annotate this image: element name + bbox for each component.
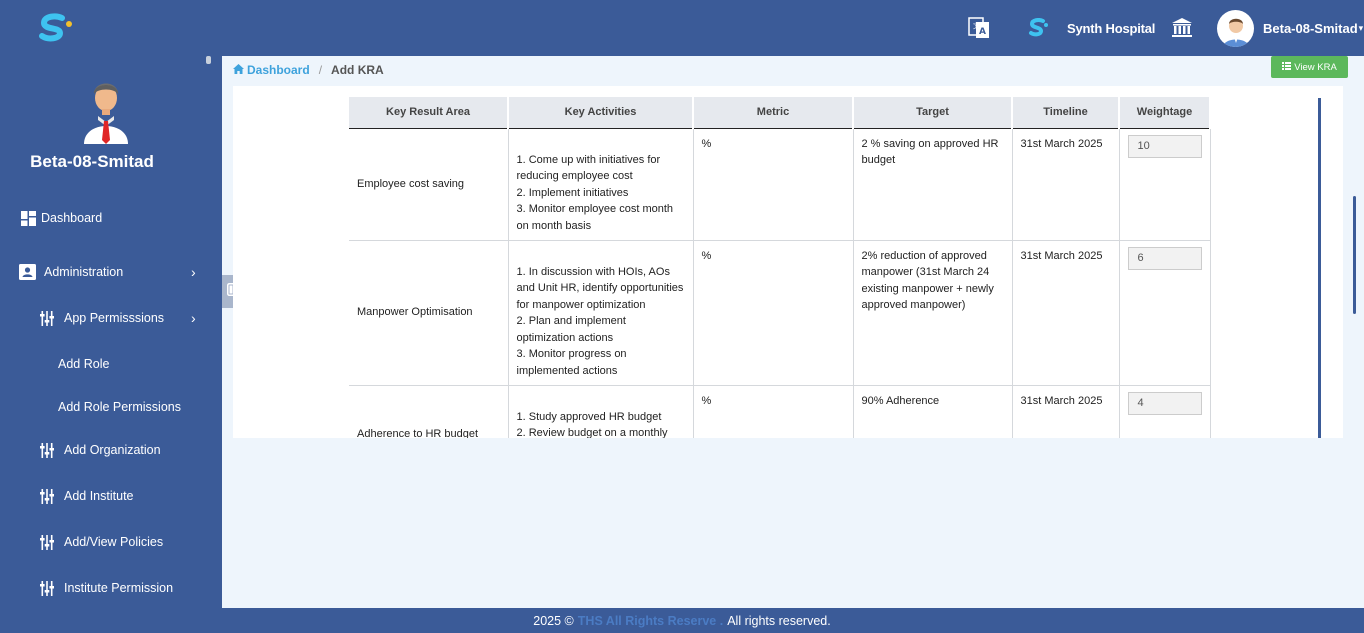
weightage-input[interactable]: 10	[1128, 135, 1202, 158]
activities-cell	[508, 385, 693, 438]
activity-line: 2. Review budget on a monthly	[516, 427, 668, 438]
activity-line: reducing employee cost	[516, 170, 633, 182]
view-kra-label: View KRA	[1294, 61, 1337, 73]
list-icon	[1282, 62, 1291, 73]
home-icon	[233, 63, 244, 77]
id-card-icon	[18, 263, 36, 281]
institution-icon[interactable]	[1170, 0, 1194, 56]
target-line: budget	[861, 154, 896, 166]
sidebar-item-label: App Permisssions	[64, 311, 165, 325]
metric-cell: %	[693, 240, 853, 385]
footer-year: 2025 ©	[533, 613, 574, 628]
column-header: Key Result Area	[349, 97, 508, 128]
activities-cell	[508, 240, 693, 385]
table-header-row	[349, 97, 1210, 128]
synth-logo-icon	[1028, 0, 1050, 56]
user-avatar[interactable]	[1217, 0, 1254, 56]
footer-brand: THS All Rights Reserve .	[577, 613, 724, 628]
target-cell	[853, 128, 1012, 240]
page-scrollbar[interactable]	[1353, 196, 1356, 314]
weightage-input[interactable]: 4	[1128, 392, 1202, 415]
sliders-icon	[38, 487, 56, 505]
activity-line: 3. Monitor progress on	[516, 348, 627, 360]
sidebar	[0, 56, 222, 608]
column-header: Timeline	[1012, 97, 1119, 128]
table-scrollbar[interactable]	[1318, 98, 1321, 438]
language-icon[interactable]	[966, 0, 992, 56]
table-row	[349, 385, 1210, 438]
sidebar-item-label: Add/View Policies	[64, 535, 164, 549]
breadcrumb	[233, 63, 384, 77]
activity-line: 3. Monitor employee cost month	[516, 203, 674, 215]
footer	[0, 608, 1364, 633]
activity-line: implemented actions	[516, 364, 618, 377]
top-navbar	[0, 0, 1364, 56]
timeline-cell: 31st March 2025	[1012, 128, 1119, 240]
view-kra-button[interactable]	[1271, 56, 1348, 78]
activity-line: on month basis	[516, 219, 592, 232]
sidebar-item-label: Administration	[44, 265, 124, 279]
sidebar-item-label: Add Role Permissions	[58, 400, 181, 414]
sidebar-item-label: Add Institute	[64, 489, 134, 503]
column-header: Metric	[693, 97, 853, 128]
target-line: 2% reduction of approved	[861, 249, 987, 262]
breadcrumb-home[interactable]	[233, 63, 310, 77]
kra-table	[349, 97, 1211, 438]
sidebar-item-add-organization[interactable]	[0, 435, 222, 465]
sidebar-scrollbar[interactable]	[206, 56, 211, 64]
target-line: existing manpower + newly	[861, 282, 994, 295]
chevron-right-icon: ›	[191, 310, 196, 326]
target-line: 2 % saving on approved HR	[861, 137, 999, 150]
breadcrumb-current: Add KRA	[331, 63, 384, 77]
chevron-right-icon: ›	[191, 264, 196, 280]
activity-line: 1. In discussion with HOIs, AOs	[516, 265, 670, 278]
breadcrumb-home-label: Dashboard	[247, 63, 310, 77]
sidebar-item-label: Dashboard	[41, 211, 103, 225]
table-row	[349, 128, 1210, 240]
target-cell	[853, 385, 1012, 438]
sidebar-item-add-role-permissions[interactable]	[0, 392, 222, 422]
dashboard-icon	[19, 209, 37, 227]
sidebar-item-add-institute[interactable]	[0, 481, 222, 511]
sliders-icon	[38, 579, 56, 597]
target-line: manpower (31st March 24	[861, 266, 990, 278]
activity-line: 2. Plan and implement	[516, 315, 626, 327]
activities-cell	[508, 128, 693, 240]
sidebar-item-institute-permission[interactable]	[0, 573, 222, 603]
user-menu[interactable]	[1263, 0, 1363, 56]
svg-text:A: A	[979, 27, 986, 37]
sliders-icon	[38, 441, 56, 459]
sidebar-item-add-view-policies[interactable]	[0, 527, 222, 557]
sidebar-item-label: Add Organization	[64, 443, 161, 457]
activity-line: 1. Study approved HR budget	[516, 410, 662, 423]
sliders-icon	[38, 309, 56, 327]
activity-line: 1. Come up with initiatives for	[516, 153, 661, 166]
weightage-cell	[1119, 128, 1210, 240]
activity-line: optimization actions	[516, 331, 614, 344]
app-logo[interactable]	[38, 12, 78, 46]
metric-cell: %	[693, 385, 853, 438]
weightage-cell	[1119, 385, 1210, 438]
profile-name: Beta-08-Smitad	[30, 152, 154, 171]
sidebar-item-administration[interactable]	[0, 257, 222, 287]
column-header: Weightage	[1119, 97, 1210, 128]
user-name: Beta-08-Smitad	[1263, 20, 1358, 36]
sidebar-item-label: Institute Permission	[64, 581, 174, 595]
target-line: 90% Adherence	[861, 394, 940, 407]
timeline-cell: 31st March 2025	[1012, 240, 1119, 385]
profile-avatar	[80, 76, 132, 144]
target-cell	[853, 240, 1012, 385]
column-header: Target	[853, 97, 1012, 128]
hospital-name: Synth Hospital	[1067, 20, 1156, 36]
timeline-cell: 31st March 2025	[1012, 385, 1119, 438]
target-line: approved manpower)	[861, 299, 966, 311]
activity-line: 2. Implement initiatives	[516, 186, 629, 199]
weightage-cell	[1119, 240, 1210, 385]
footer-rights: All rights reserved.	[727, 613, 831, 628]
svg-text:文: 文	[973, 22, 980, 30]
kra-cell: Employee cost saving	[349, 128, 508, 240]
breadcrumb-separator: /	[318, 63, 323, 77]
kra-cell: Manpower Optimisation	[349, 240, 508, 385]
caret-down-icon: ▾	[1358, 22, 1364, 33]
sidebar-item-add-role[interactable]	[0, 349, 222, 379]
kra-panel	[233, 86, 1343, 438]
sidebar-item-label: Add Role	[58, 357, 110, 371]
sidebar-item-app-permissions[interactable]	[0, 303, 222, 333]
weightage-input[interactable]: 6	[1128, 247, 1202, 270]
kra-cell: Adherence to HR budget	[349, 385, 508, 438]
table-row	[349, 240, 1210, 385]
sliders-icon	[38, 533, 56, 551]
activity-line: for manpower optimization	[516, 298, 646, 311]
column-header: Key Activities	[508, 97, 693, 128]
sidebar-item-dashboard[interactable]	[0, 203, 222, 233]
activity-line: and Unit HR, identify opportunities	[516, 282, 684, 294]
metric-cell: %	[693, 128, 853, 240]
